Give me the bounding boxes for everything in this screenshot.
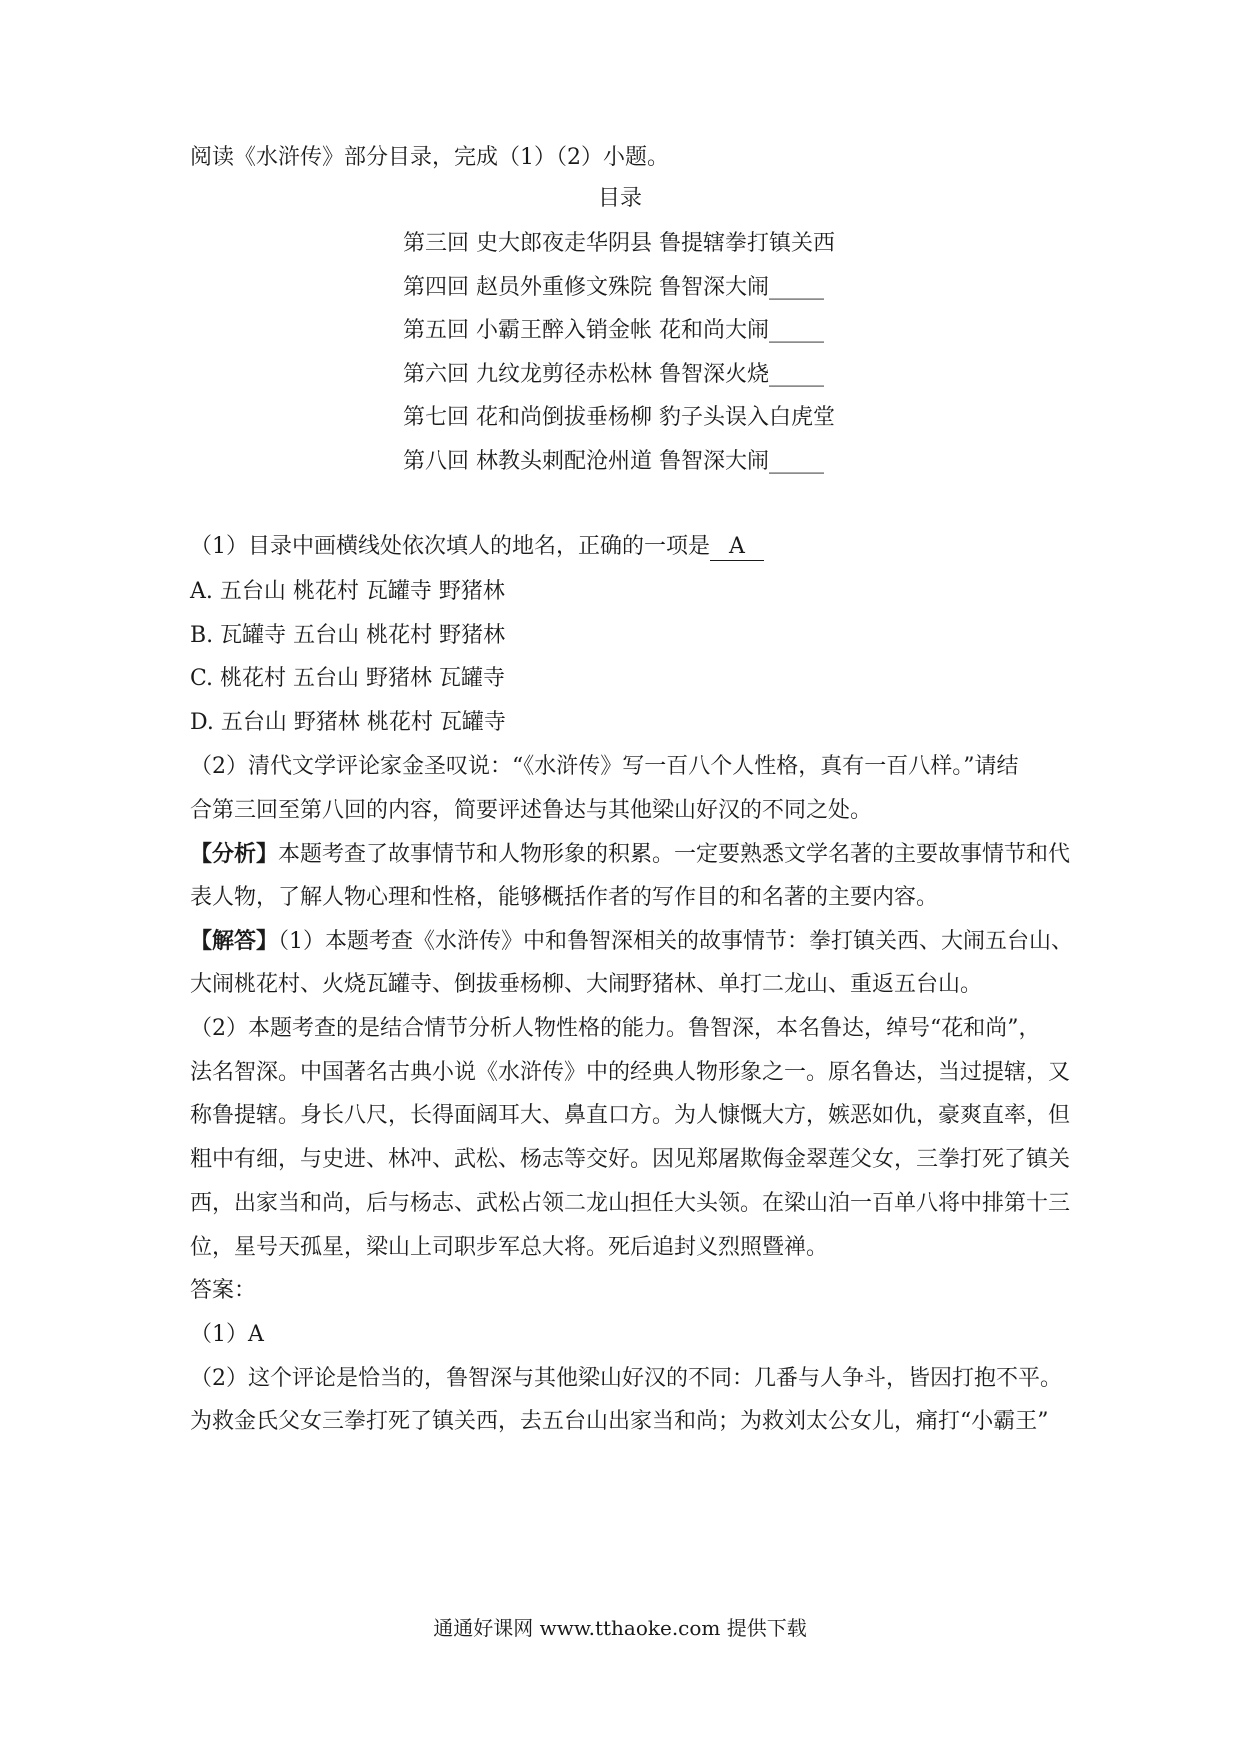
fill-blank: _____ [769,318,824,343]
solution-text: （2）本题考查的是结合情节分析人物性格的能力。鲁智深，本名鲁达，绰号“花和尚”， [190,1016,1041,1041]
toc-row [403,447,824,477]
question2-text: 合第三回至第八回的内容，简要评述鲁达与其他梁山好汉的不同之处。 [190,798,873,823]
toc-row [403,316,824,346]
toc-row-text: 第七回 花和尚倒拔垂杨柳 豹子头误入白虎堂 [403,405,835,430]
fill-blank: _____ [769,275,824,300]
toc-row-text: 第五回 小霸王醉入销金帐 花和尚大闹 [403,318,769,343]
question1-option: A. 五台山 桃花村 瓦罐寺 野猪林 [190,579,505,604]
question2-text: （2）清代文学评论家金圣叹说：“《水浒传》写一百八个人性格，真有一百八样。”请结 [190,754,1019,779]
solution-line [190,926,1073,957]
answers-text: （2）这个评论是恰当的，鲁智深与其他梁山好汉的不同：几番与人争斗，皆因打抱不平。 [190,1366,1063,1391]
solution-label: 【解答】 [190,928,279,954]
question1-stem: （1）目录中画横线处依次填人的地名，正确的一项是 [190,534,710,559]
toc-row-text: 第六回 九纹龙剪径赤松林 鲁智深火烧 [403,362,769,387]
solution-text: 位，星号天孤星，梁山上司职步军总大将。死后追封义烈照暨禅。 [190,1235,829,1260]
intro-text: 阅读《水浒传》部分目录，完成（1）（2）小题。 [190,145,669,170]
fill-blank: _____ [769,362,824,387]
solution-text: 粗中有细，与史进、林冲、武松、杨志等交好。因见郑屠欺侮金翠莲父女，三拳打死了镇关 [190,1147,1071,1172]
toc-row [403,229,835,259]
toc-row [403,273,824,303]
question1-option: C. 桃花村 五台山 野猪林 瓦罐寺 [190,666,506,691]
toc-row-text: 第三回 史大郎夜走华阴县 鲁提辖拳打镇关西 [403,231,835,256]
answers-label: 答案： [190,1278,257,1303]
solution-text: 称鲁提辖。身长八尺，长得面阔耳大、鼻直口方。为人慷慨大方，嫉恶如仇，豪爽直率，但 [190,1103,1071,1128]
question1-answer: A [710,534,764,561]
question1-option: D. 五台山 野猪林 桃花村 瓦罐寺 [190,710,506,735]
solution-text: 大闹桃花村、火烧瓦罐寺、倒拔垂杨柳、大闹野猪林、单打二龙山、重返五台山。 [190,972,983,997]
answers-text: 为救金氏父女三拳打死了镇关西，去五台山出家当和尚；为救刘太公女儿，痛打“小霸王” [190,1409,1049,1434]
analysis-text: 本题考查了故事情节和人物形象的积累。一定要熟悉文学名著的主要故事情节和代 [278,842,1071,867]
answers-text: （1）A [190,1322,264,1347]
toc-row [403,403,835,433]
toc-row [403,360,824,390]
question1-option: B. 瓦罐寺 五台山 桃花村 野猪林 [190,623,506,648]
solution-text: 西，出家当和尚，后与杨志、武松占领二龙山担任大头领。在梁山泊一百单八将中排第十三 [190,1191,1071,1216]
question1-stem-line [190,532,764,562]
analysis-label: 【分析】 [190,841,279,867]
solution-text: 法名智深。中国著名古典小说《水浒传》中的经典人物形象之一。原名鲁达，当过提辖，又 [190,1060,1071,1085]
analysis-text: 表人物，了解人物心理和性格，能够概括作者的写作目的和名著的主要内容。 [190,885,939,910]
analysis-line [190,839,1070,870]
fill-blank: _____ [769,449,824,474]
solution-text: （1）本题考查《水浒传》中和鲁智深相关的故事情节：拳打镇关西、大闹五台山、 [278,929,1074,954]
toc-row-text: 第八回 林教头刺配沧州道 鲁智深大闹 [403,449,769,474]
footer-text: 通通好课网 www.tthaoke.com 提供下载 [433,1616,807,1640]
toc-row-text: 第四回 赵员外重修文殊院 鲁智深大闹 [403,275,769,300]
toc-title: 目录 [597,186,642,211]
